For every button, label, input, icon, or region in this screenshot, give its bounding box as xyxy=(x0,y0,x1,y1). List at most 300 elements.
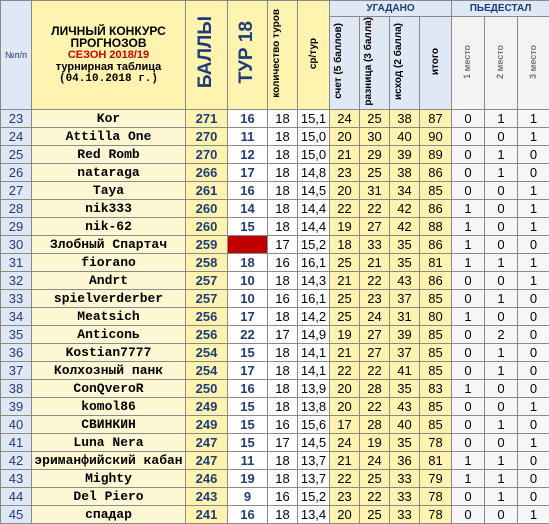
average-cell: 15,6 xyxy=(298,415,330,433)
place3-cell: 0 xyxy=(518,235,549,253)
exact-score-cell: 22 xyxy=(330,199,360,217)
tour-points-cell: 16 xyxy=(228,505,268,523)
participant-name: komol86 xyxy=(32,397,186,415)
row-number: 35 xyxy=(1,325,32,343)
place2-cell: 0 xyxy=(485,505,518,523)
place3-cell: 1 xyxy=(518,397,549,415)
participant-name: Kor xyxy=(32,109,186,127)
points-cell: 257 xyxy=(186,289,228,307)
tour-points-cell: 11 xyxy=(228,127,268,145)
tour-points-cell: 19 xyxy=(228,469,268,487)
total-guessed-cell: 86 xyxy=(420,199,452,217)
row-number: 27 xyxy=(1,181,32,199)
total-guessed-cell: 85 xyxy=(420,343,452,361)
participant-name: fiorano xyxy=(32,253,186,271)
difference-cell: 25 xyxy=(360,163,390,181)
points-cell: 260 xyxy=(186,199,228,217)
average-cell: 14,5 xyxy=(298,433,330,451)
place3-cell: 1 xyxy=(518,271,549,289)
place2-cell: 1 xyxy=(485,469,518,487)
place1-cell: 1 xyxy=(452,469,485,487)
place3-cell: 0 xyxy=(518,343,549,361)
header-total: итого xyxy=(420,17,452,110)
place2-cell: 1 xyxy=(485,163,518,181)
tours-count-cell: 18 xyxy=(268,361,298,379)
place3-cell: 0 xyxy=(518,163,549,181)
outcome-cell: 43 xyxy=(390,397,420,415)
participant-name: Meatsich xyxy=(32,307,186,325)
tour-points-cell: 18 xyxy=(228,253,268,271)
place1-cell: 1 xyxy=(452,253,485,271)
points-cell: 270 xyxy=(186,145,228,163)
row-number: 31 xyxy=(1,253,32,271)
outcome-cell: 37 xyxy=(390,289,420,307)
points-cell: 250 xyxy=(186,379,228,397)
exact-score-cell: 25 xyxy=(330,307,360,325)
header-title xyxy=(32,1,186,110)
exact-score-cell: 25 xyxy=(330,289,360,307)
participant-name: spielverderber xyxy=(32,289,186,307)
place2-cell: 0 xyxy=(485,397,518,415)
place3-cell: 1 xyxy=(518,109,549,127)
outcome-cell: 34 xyxy=(390,181,420,199)
place1-cell: 1 xyxy=(452,451,485,469)
place2-cell: 1 xyxy=(485,253,518,271)
tour-points-cell: 16 xyxy=(228,109,268,127)
place1-cell: 0 xyxy=(452,505,485,523)
points-cell: 270 xyxy=(186,127,228,145)
place1-cell: 0 xyxy=(452,127,485,145)
place2-cell: 1 xyxy=(485,145,518,163)
tours-count-cell: 18 xyxy=(268,397,298,415)
row-number: 40 xyxy=(1,415,32,433)
place2-cell: 0 xyxy=(485,379,518,397)
table-row xyxy=(1,109,549,127)
place1-cell: 0 xyxy=(452,487,485,505)
total-guessed-cell: 78 xyxy=(420,505,452,523)
difference-cell: 19 xyxy=(360,433,390,451)
outcome-cell: 37 xyxy=(390,343,420,361)
tours-count-cell: 18 xyxy=(268,163,298,181)
exact-score-cell: 20 xyxy=(330,379,360,397)
row-number: 44 xyxy=(1,487,32,505)
place3-cell: 0 xyxy=(518,451,549,469)
place2-cell: 0 xyxy=(485,127,518,145)
table-row xyxy=(1,325,549,343)
participant-name: ConQveroR xyxy=(32,379,186,397)
place2-cell: 0 xyxy=(485,235,518,253)
points-cell: 258 xyxy=(186,253,228,271)
exact-score-cell: 22 xyxy=(330,361,360,379)
row-number: 26 xyxy=(1,163,32,181)
total-guessed-cell: 80 xyxy=(420,307,452,325)
points-cell: 257 xyxy=(186,271,228,289)
header-games: количество туров xyxy=(268,1,298,110)
points-cell: 247 xyxy=(186,451,228,469)
exact-score-cell: 19 xyxy=(330,217,360,235)
header-place1: 1 место xyxy=(452,17,485,110)
difference-cell: 21 xyxy=(360,253,390,271)
place3-cell: 0 xyxy=(518,361,549,379)
tour-points-cell: 10 xyxy=(228,289,268,307)
difference-cell: 30 xyxy=(360,127,390,145)
tour-points-cell: 9 xyxy=(228,487,268,505)
average-cell: 14,1 xyxy=(298,361,330,379)
points-cell: 256 xyxy=(186,307,228,325)
exact-score-cell: 24 xyxy=(330,433,360,451)
table-row xyxy=(1,307,549,325)
points-cell: 254 xyxy=(186,343,228,361)
place2-cell: 1 xyxy=(485,451,518,469)
table-row xyxy=(1,217,549,235)
average-cell: 15,1 xyxy=(298,109,330,127)
place3-cell: 0 xyxy=(518,487,549,505)
difference-cell: 27 xyxy=(360,325,390,343)
participant-name: Del Piero xyxy=(32,487,186,505)
row-number: 30 xyxy=(1,235,32,253)
tour-points-cell: 15 xyxy=(228,397,268,415)
total-guessed-cell: 88 xyxy=(420,217,452,235)
header-guessed-group: УГАДАНО xyxy=(330,1,452,17)
average-cell: 14,2 xyxy=(298,307,330,325)
points-cell: 243 xyxy=(186,487,228,505)
outcome-cell: 38 xyxy=(390,163,420,181)
row-number: 25 xyxy=(1,145,32,163)
average-cell: 13,9 xyxy=(298,379,330,397)
average-cell: 14,9 xyxy=(298,325,330,343)
place3-cell: 0 xyxy=(518,145,549,163)
place1-cell: 0 xyxy=(452,397,485,415)
title-line2: ПРОГНОЗОВ xyxy=(32,37,185,49)
outcome-cell: 39 xyxy=(390,325,420,343)
total-guessed-cell: 86 xyxy=(420,235,452,253)
points-cell: 260 xyxy=(186,217,228,235)
header-score: счет (5 баллов) xyxy=(330,17,360,110)
difference-cell: 31 xyxy=(360,181,390,199)
tour-points-cell: 17 xyxy=(228,307,268,325)
tours-count-cell: 18 xyxy=(268,271,298,289)
place2-cell: 0 xyxy=(485,433,518,451)
difference-cell: 27 xyxy=(360,217,390,235)
table-row xyxy=(1,235,549,253)
participant-name: nik333 xyxy=(32,199,186,217)
participant-name: эриманфийский кабан xyxy=(32,451,186,469)
place1-cell: 0 xyxy=(452,361,485,379)
total-guessed-cell: 85 xyxy=(420,289,452,307)
place1-cell: 1 xyxy=(452,235,485,253)
points-cell: 259 xyxy=(186,235,228,253)
table-row xyxy=(1,415,549,433)
participant-name: nik-62 xyxy=(32,217,186,235)
difference-cell: 22 xyxy=(360,361,390,379)
exact-score-cell: 21 xyxy=(330,451,360,469)
header-outcome: исход (2 балла) xyxy=(390,17,420,110)
total-guessed-cell: 86 xyxy=(420,163,452,181)
total-guessed-cell: 85 xyxy=(420,361,452,379)
outcome-cell: 42 xyxy=(390,199,420,217)
table-row xyxy=(1,433,549,451)
exact-score-cell: 21 xyxy=(330,145,360,163)
outcome-cell: 39 xyxy=(390,145,420,163)
tour-points-cell xyxy=(228,235,268,253)
average-cell: 14,5 xyxy=(298,181,330,199)
row-number: 29 xyxy=(1,217,32,235)
total-guessed-cell: 78 xyxy=(420,433,452,451)
place1-cell: 0 xyxy=(452,433,485,451)
outcome-cell: 41 xyxy=(390,361,420,379)
tour-points-cell: 17 xyxy=(228,163,268,181)
points-cell: 261 xyxy=(186,181,228,199)
exact-score-cell: 21 xyxy=(330,343,360,361)
tours-count-cell: 17 xyxy=(268,235,298,253)
table-date: (04.10.2018 г.) xyxy=(32,73,185,85)
place3-cell: 0 xyxy=(518,469,549,487)
difference-cell: 24 xyxy=(360,451,390,469)
tour-points-cell: 12 xyxy=(228,145,268,163)
total-guessed-cell: 85 xyxy=(420,397,452,415)
place3-cell: 0 xyxy=(518,325,549,343)
place2-cell: 1 xyxy=(485,109,518,127)
table-row xyxy=(1,469,549,487)
place2-cell: 0 xyxy=(485,217,518,235)
difference-cell: 28 xyxy=(360,415,390,433)
exact-score-cell: 23 xyxy=(330,163,360,181)
place1-cell: 1 xyxy=(452,217,485,235)
exact-score-cell: 20 xyxy=(330,127,360,145)
place3-cell: 1 xyxy=(518,181,549,199)
exact-score-cell: 20 xyxy=(330,397,360,415)
points-cell: 266 xyxy=(186,163,228,181)
average-cell: 14,8 xyxy=(298,163,330,181)
difference-cell: 22 xyxy=(360,271,390,289)
total-guessed-cell: 89 xyxy=(420,145,452,163)
place3-cell: 1 xyxy=(518,199,549,217)
tours-count-cell: 16 xyxy=(268,415,298,433)
exact-score-cell: 23 xyxy=(330,487,360,505)
table-row xyxy=(1,163,549,181)
average-cell: 15,0 xyxy=(298,145,330,163)
place2-cell: 1 xyxy=(485,487,518,505)
participant-name: nataraga xyxy=(32,163,186,181)
difference-cell: 33 xyxy=(360,235,390,253)
tours-count-cell: 18 xyxy=(268,451,298,469)
tour-points-cell: 15 xyxy=(228,415,268,433)
table-row xyxy=(1,505,549,523)
place2-cell: 0 xyxy=(485,199,518,217)
place1-cell: 1 xyxy=(452,199,485,217)
total-guessed-cell: 81 xyxy=(420,451,452,469)
total-guessed-cell: 81 xyxy=(420,253,452,271)
tour-points-cell: 15 xyxy=(228,433,268,451)
header-place3: 3 место xyxy=(518,17,549,110)
table-row xyxy=(1,487,549,505)
place2-cell: 1 xyxy=(485,343,518,361)
place3-cell: 1 xyxy=(518,505,549,523)
average-cell: 15,2 xyxy=(298,235,330,253)
place1-cell: 0 xyxy=(452,145,485,163)
points-cell: 249 xyxy=(186,397,228,415)
tours-count-cell: 18 xyxy=(268,379,298,397)
outcome-cell: 35 xyxy=(390,235,420,253)
header-avg: ср/тур xyxy=(298,1,330,110)
row-number: 23 xyxy=(1,109,32,127)
tour-points-cell: 22 xyxy=(228,325,268,343)
participant-name: Andrt xyxy=(32,271,186,289)
table-row xyxy=(1,199,549,217)
total-guessed-cell: 79 xyxy=(420,469,452,487)
average-cell: 14,3 xyxy=(298,271,330,289)
row-number: 36 xyxy=(1,343,32,361)
tour-points-cell: 15 xyxy=(228,343,268,361)
participant-name: Red Romb xyxy=(32,145,186,163)
exact-score-cell: 20 xyxy=(330,181,360,199)
table-row xyxy=(1,379,549,397)
table-row xyxy=(1,181,549,199)
place3-cell: 1 xyxy=(518,253,549,271)
tour-points-cell: 16 xyxy=(228,379,268,397)
place3-cell: 1 xyxy=(518,217,549,235)
tours-count-cell: 18 xyxy=(268,217,298,235)
participant-name: Anticonь xyxy=(32,325,186,343)
tours-count-cell: 18 xyxy=(268,199,298,217)
header-row-top xyxy=(1,1,549,17)
place2-cell: 2 xyxy=(485,325,518,343)
tour-points-cell: 11 xyxy=(228,451,268,469)
place2-cell: 0 xyxy=(485,181,518,199)
place1-cell: 0 xyxy=(452,163,485,181)
table-row xyxy=(1,127,549,145)
place2-cell: 0 xyxy=(485,271,518,289)
header-number: №п/п xyxy=(1,1,32,110)
row-number: 32 xyxy=(1,271,32,289)
points-cell: 249 xyxy=(186,415,228,433)
average-cell: 14,4 xyxy=(298,217,330,235)
table-row xyxy=(1,289,549,307)
outcome-cell: 38 xyxy=(390,109,420,127)
outcome-cell: 43 xyxy=(390,271,420,289)
tours-count-cell: 17 xyxy=(268,433,298,451)
place3-cell: 0 xyxy=(518,289,549,307)
season-label: СЕЗОН 2018/19 xyxy=(32,49,185,61)
tours-count-cell: 16 xyxy=(268,253,298,271)
total-guessed-cell: 87 xyxy=(420,109,452,127)
outcome-cell: 31 xyxy=(390,307,420,325)
row-number: 42 xyxy=(1,451,32,469)
tours-count-cell: 18 xyxy=(268,343,298,361)
average-cell: 14,4 xyxy=(298,199,330,217)
place1-cell: 1 xyxy=(452,379,485,397)
difference-cell: 25 xyxy=(360,109,390,127)
difference-cell: 22 xyxy=(360,397,390,415)
tour-points-cell: 15 xyxy=(228,217,268,235)
row-number: 37 xyxy=(1,361,32,379)
tours-count-cell: 18 xyxy=(268,127,298,145)
difference-cell: 22 xyxy=(360,487,390,505)
table-label: турнирная таблица xyxy=(32,61,185,73)
total-guessed-cell: 90 xyxy=(420,127,452,145)
average-cell: 16,1 xyxy=(298,253,330,271)
difference-cell: 25 xyxy=(360,505,390,523)
difference-cell: 29 xyxy=(360,145,390,163)
place1-cell: 0 xyxy=(452,415,485,433)
average-cell: 13,4 xyxy=(298,505,330,523)
row-number: 41 xyxy=(1,433,32,451)
total-guessed-cell: 83 xyxy=(420,379,452,397)
points-cell: 256 xyxy=(186,325,228,343)
table-row xyxy=(1,451,549,469)
row-number: 24 xyxy=(1,127,32,145)
exact-score-cell: 18 xyxy=(330,235,360,253)
header-diff: разница (3 балла) xyxy=(360,17,390,110)
table-row xyxy=(1,253,549,271)
tours-count-cell: 18 xyxy=(268,469,298,487)
standings-body xyxy=(1,109,549,523)
outcome-cell: 35 xyxy=(390,379,420,397)
participant-name: Злобный Спартач xyxy=(32,235,186,253)
outcome-cell: 33 xyxy=(390,487,420,505)
title-line1: ЛИЧНЫЙ КОНКУРС xyxy=(32,25,185,37)
place2-cell: 1 xyxy=(485,289,518,307)
place2-cell: 1 xyxy=(485,415,518,433)
average-cell: 14,1 xyxy=(298,343,330,361)
participant-name: Kostian7777 xyxy=(32,343,186,361)
difference-cell: 22 xyxy=(360,199,390,217)
points-cell: 247 xyxy=(186,433,228,451)
place1-cell: 0 xyxy=(452,325,485,343)
difference-cell: 23 xyxy=(360,289,390,307)
average-cell: 13,7 xyxy=(298,469,330,487)
participant-name: спадар xyxy=(32,505,186,523)
total-guessed-cell: 78 xyxy=(420,487,452,505)
participant-name: Колхозный панк xyxy=(32,361,186,379)
points-cell: 254 xyxy=(186,361,228,379)
tour-points-cell: 17 xyxy=(228,361,268,379)
row-number: 34 xyxy=(1,307,32,325)
points-cell: 246 xyxy=(186,469,228,487)
header-points: БАЛЛЫ xyxy=(186,1,228,110)
table-row xyxy=(1,343,549,361)
place1-cell: 0 xyxy=(452,181,485,199)
participant-name: Luna Nera xyxy=(32,433,186,451)
row-number: 43 xyxy=(1,469,32,487)
row-number: 39 xyxy=(1,397,32,415)
difference-cell: 24 xyxy=(360,307,390,325)
outcome-cell: 33 xyxy=(390,505,420,523)
place1-cell: 1 xyxy=(452,307,485,325)
average-cell: 15,2 xyxy=(298,487,330,505)
points-cell: 271 xyxy=(186,109,228,127)
total-guessed-cell: 86 xyxy=(420,271,452,289)
points-cell: 241 xyxy=(186,505,228,523)
outcome-cell: 36 xyxy=(390,451,420,469)
exact-score-cell: 17 xyxy=(330,415,360,433)
exact-score-cell: 21 xyxy=(330,271,360,289)
average-cell: 16,1 xyxy=(298,289,330,307)
outcome-cell: 33 xyxy=(390,469,420,487)
outcome-cell: 35 xyxy=(390,433,420,451)
participant-name: Attilla One xyxy=(32,127,186,145)
tours-count-cell: 18 xyxy=(268,109,298,127)
outcome-cell: 42 xyxy=(390,217,420,235)
participant-name: СВИНКИН xyxy=(32,415,186,433)
row-number: 28 xyxy=(1,199,32,217)
tours-count-cell: 18 xyxy=(268,181,298,199)
place1-cell: 0 xyxy=(452,343,485,361)
row-number: 45 xyxy=(1,505,32,523)
outcome-cell: 40 xyxy=(390,127,420,145)
table-row xyxy=(1,145,549,163)
exact-score-cell: 25 xyxy=(330,253,360,271)
